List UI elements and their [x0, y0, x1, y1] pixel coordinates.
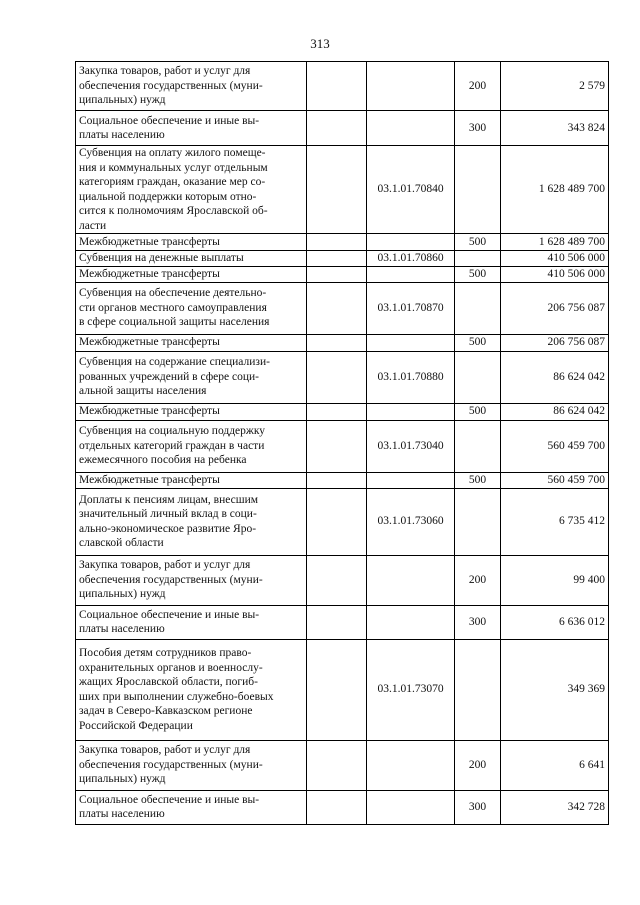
- row-target-code: [367, 334, 455, 351]
- row-blank-cell: [307, 605, 367, 639]
- row-name-line: ния и коммунальных услуг отдельным: [79, 161, 268, 174]
- row-amount: 206 756 087: [501, 334, 609, 351]
- row-name-line: Субвенция на содержание специализи-: [79, 356, 270, 369]
- row-name: [76, 740, 307, 790]
- row-blank-cell: [307, 420, 367, 472]
- row-name-line: ципальных) нужд: [79, 773, 166, 786]
- row-amount: 560 459 700: [501, 472, 609, 488]
- row-name-line: Межбюджетные трансферты: [79, 267, 220, 280]
- row-expense-type: 300: [455, 605, 501, 639]
- row-name: [76, 234, 307, 251]
- row-name: [76, 266, 307, 282]
- row-name: [76, 639, 307, 740]
- row-target-code: 03.1.01.73040: [367, 420, 455, 472]
- table-row: [76, 146, 609, 234]
- row-target-code: [367, 555, 455, 605]
- row-amount: 1 628 489 700: [501, 146, 609, 234]
- row-expense-type: 500: [455, 403, 501, 420]
- row-target-code: 03.1.01.73060: [367, 488, 455, 555]
- row-expense-type: 500: [455, 266, 501, 282]
- budget-table-body: [76, 62, 609, 825]
- row-name-line: обеспечения государственных (муни-: [79, 79, 263, 92]
- row-name-line: ципальных) нужд: [79, 588, 166, 601]
- row-expense-type: 300: [455, 111, 501, 146]
- row-name: [76, 790, 307, 824]
- table-row: [76, 555, 609, 605]
- row-name-line: Пособия детям сотрудников право-: [79, 647, 252, 659]
- row-target-code: [367, 234, 455, 251]
- row-blank-cell: [307, 740, 367, 790]
- row-name: [76, 334, 307, 351]
- row-name-line: Субвенция на социальную поддержку: [79, 425, 266, 438]
- table-row: [76, 62, 609, 111]
- row-name: [76, 282, 307, 334]
- row-target-code: 03.1.01.70840: [367, 146, 455, 234]
- row-name-line: Межбюджетные трансферты: [79, 336, 220, 349]
- row-name-line: альной защиты населения: [79, 385, 207, 398]
- row-target-code: 03.1.01.70880: [367, 351, 455, 403]
- row-blank-cell: [307, 790, 367, 824]
- table-row: [76, 639, 609, 740]
- row-blank-cell: [307, 266, 367, 282]
- row-name-line: платы населению: [79, 808, 165, 820]
- row-name: [76, 62, 307, 111]
- row-name-line: платы населению: [79, 623, 165, 635]
- table-row: [76, 403, 609, 420]
- row-name-line: Закупка товаров, работ и услуг для: [79, 65, 251, 78]
- row-blank-cell: [307, 282, 367, 334]
- row-name: [76, 472, 307, 488]
- row-target-code: [367, 472, 455, 488]
- page-number: 313: [310, 36, 330, 51]
- row-name-line: обеспечения государственных (муни-: [79, 758, 263, 771]
- row-name-line: отдельных категорий граждан в части: [79, 439, 265, 452]
- row-blank-cell: [307, 234, 367, 251]
- row-target-code: [367, 111, 455, 146]
- row-amount: 410 506 000: [501, 251, 609, 267]
- row-name-line: значительный личный вклад в соци-: [79, 508, 257, 520]
- row-target-code: [367, 740, 455, 790]
- row-blank-cell: [307, 62, 367, 111]
- row-target-code: 03.1.01.70870: [367, 282, 455, 334]
- table-row: [76, 740, 609, 790]
- row-blank-cell: [307, 146, 367, 234]
- table-row: [76, 472, 609, 488]
- row-name-line: платы населению: [79, 129, 165, 141]
- row-expense-type: 200: [455, 555, 501, 605]
- row-target-code: [367, 605, 455, 639]
- row-target-code: [367, 266, 455, 282]
- row-blank-cell: [307, 488, 367, 555]
- row-blank-cell: [307, 472, 367, 488]
- table-row: [76, 111, 609, 146]
- row-expense-type: 200: [455, 62, 501, 111]
- row-blank-cell: [307, 639, 367, 740]
- row-name-line: Социальное обеспечение и иные вы-: [79, 608, 260, 621]
- table-row: [76, 282, 609, 334]
- budget-table: [75, 61, 609, 825]
- row-blank-cell: [307, 251, 367, 267]
- row-target-code: 03.1.01.73070: [367, 639, 455, 740]
- row-name: [76, 488, 307, 555]
- row-amount: 2 579: [501, 62, 609, 111]
- row-name: [76, 555, 307, 605]
- row-name: [76, 403, 307, 420]
- row-blank-cell: [307, 111, 367, 146]
- row-expense-type: 300: [455, 790, 501, 824]
- row-name-line: Социальное обеспечение и иные вы-: [79, 114, 260, 127]
- table-row: [76, 605, 609, 639]
- row-target-code: [367, 62, 455, 111]
- table-row: [76, 420, 609, 472]
- row-name: [76, 251, 307, 267]
- row-expense-type: [455, 488, 501, 555]
- row-amount: 86 624 042: [501, 351, 609, 403]
- table-row: [76, 351, 609, 403]
- row-name-line: рованных учреждений в сфере соци-: [79, 370, 259, 383]
- row-name-line: сти органов местного самоуправления: [79, 301, 267, 314]
- row-amount: 99 400: [501, 555, 609, 605]
- row-name-line: Межбюджетные трансферты: [79, 405, 220, 418]
- row-name: [76, 146, 307, 234]
- row-target-code: 03.1.01.70860: [367, 251, 455, 267]
- row-amount: 86 624 042: [501, 403, 609, 420]
- row-expense-type: [455, 351, 501, 403]
- row-name-line: Субвенция на обеспечение деятельно-: [79, 287, 267, 300]
- row-amount: 342 728: [501, 790, 609, 824]
- table-row: [76, 790, 609, 824]
- row-name-line: категориям граждан, оказание мер со-: [79, 176, 266, 188]
- row-name-line: Субвенция на оплату жилого помеще-: [79, 147, 266, 159]
- row-name: [76, 605, 307, 639]
- row-name-line: Социальное обеспечение и иные вы-: [79, 793, 260, 806]
- row-target-code: [367, 403, 455, 420]
- row-name: [76, 420, 307, 472]
- row-name-line: в сфере социальной защиты населения: [79, 316, 270, 329]
- row-blank-cell: [307, 334, 367, 351]
- row-blank-cell: [307, 555, 367, 605]
- row-name: [76, 351, 307, 403]
- row-name-line: Доплаты к пенсиям лицам, внесшим: [79, 493, 259, 506]
- row-target-code: [367, 790, 455, 824]
- row-name-line: задач в Северо-Кавказском регионе: [79, 705, 253, 717]
- row-amount: 6 636 012: [501, 605, 609, 639]
- row-amount: 410 506 000: [501, 266, 609, 282]
- row-name-line: ласти: [79, 219, 107, 232]
- row-name-line: жащих Ярославской области, погиб-: [79, 676, 258, 688]
- row-expense-type: 500: [455, 472, 501, 488]
- table-row: [76, 251, 609, 267]
- row-blank-cell: [307, 351, 367, 403]
- table-row: [76, 234, 609, 251]
- table-row: [76, 266, 609, 282]
- row-name-line: обеспечения государственных (муни-: [79, 573, 263, 586]
- row-name-line: охранительных органов и военнослу-: [79, 661, 263, 674]
- row-expense-type: [455, 282, 501, 334]
- row-amount: 1 628 489 700: [501, 234, 609, 251]
- row-name-line: Субвенция на денежные выплаты: [79, 252, 244, 264]
- row-name-line: циальной поддержки которым отно-: [79, 190, 257, 203]
- row-blank-cell: [307, 403, 367, 420]
- row-name-line: Закупка товаров, работ и услуг для: [79, 744, 251, 757]
- row-name-line: Межбюджетные трансферты: [79, 473, 220, 486]
- row-name-line: сится к полномочиям Ярославской об-: [79, 205, 268, 217]
- row-name-line: ально-экономическое развитие Яро-: [79, 522, 257, 535]
- table-row: [76, 488, 609, 555]
- row-amount: 560 459 700: [501, 420, 609, 472]
- row-name-line: славской области: [79, 537, 164, 549]
- row-name-line: ципальных) нужд: [79, 94, 166, 107]
- row-expense-type: [455, 639, 501, 740]
- row-name-line: Межбюджетные трансферты: [79, 235, 220, 248]
- row-expense-type: [455, 420, 501, 472]
- row-expense-type: 200: [455, 740, 501, 790]
- row-expense-type: 500: [455, 234, 501, 251]
- row-name-line: ших при выполнении служебно-боевых: [79, 690, 274, 703]
- row-expense-type: [455, 146, 501, 234]
- row-amount: 343 824: [501, 111, 609, 146]
- row-amount: 6 735 412: [501, 488, 609, 555]
- table-row: [76, 334, 609, 351]
- row-amount: 349 369: [501, 639, 609, 740]
- row-amount: 206 756 087: [501, 282, 609, 334]
- row-name-line: Закупка товаров, работ и услуг для: [79, 559, 251, 572]
- row-name-line: Российской Федерации: [79, 719, 193, 732]
- row-name-line: ежемесячного пособия на ребенка: [79, 454, 247, 467]
- row-expense-type: [455, 251, 501, 267]
- row-expense-type: 500: [455, 334, 501, 351]
- row-name: [76, 111, 307, 146]
- row-amount: 6 641: [501, 740, 609, 790]
